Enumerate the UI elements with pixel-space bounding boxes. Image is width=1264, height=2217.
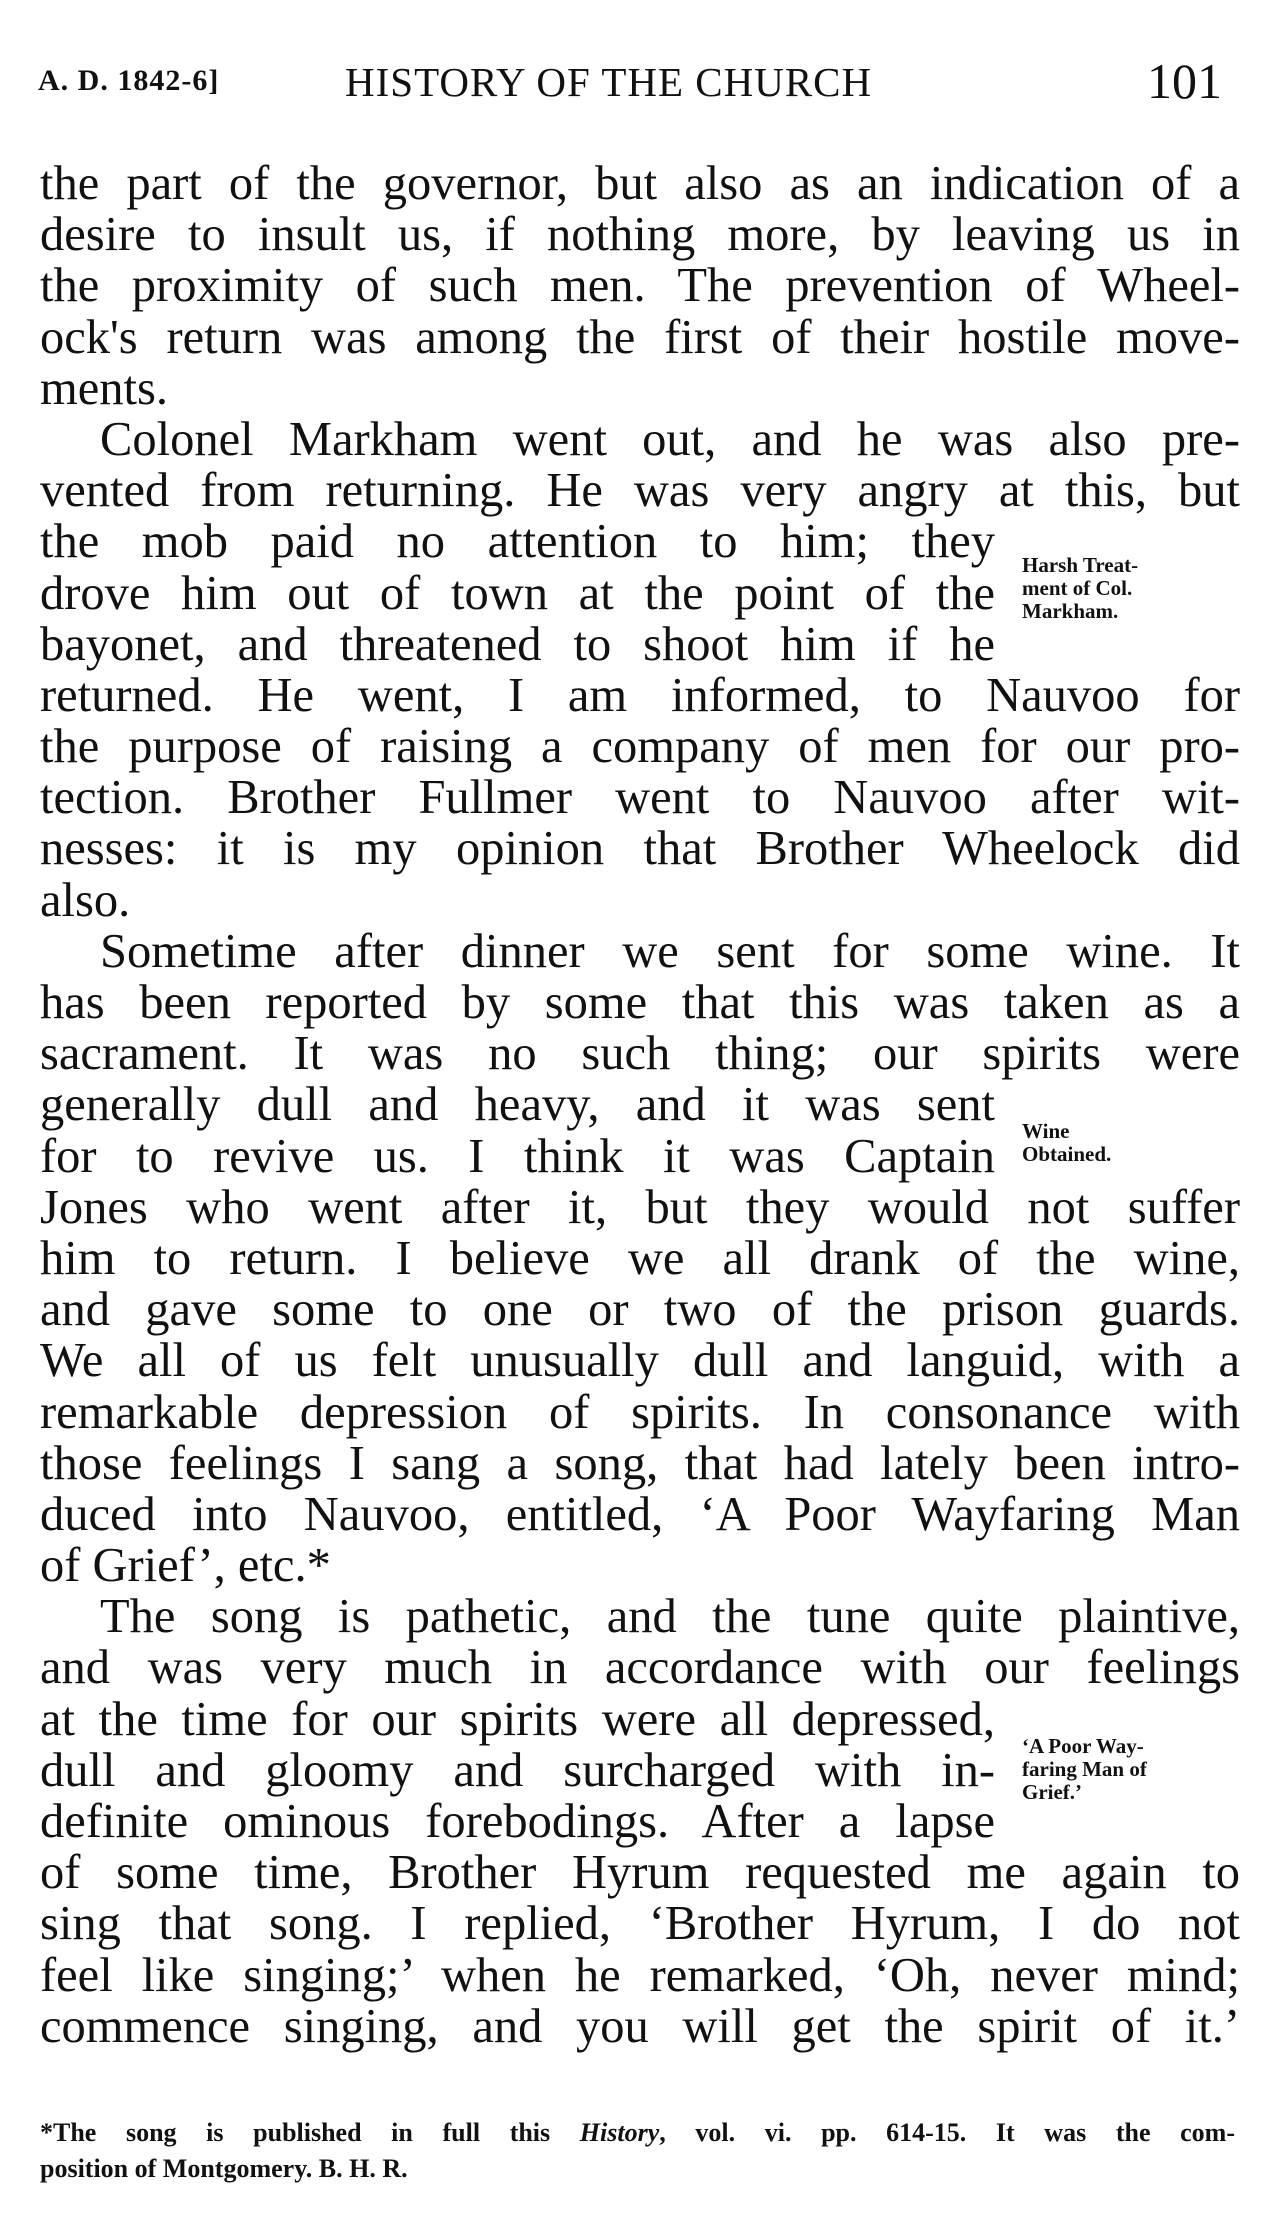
footnote-text: *The song is published in full this <box>40 2118 580 2147</box>
text-line: sacrament. It was no such thing; our spirits were <box>40 1027 1240 1081</box>
side-note-line: Harsh Treat- <box>1022 553 1139 577</box>
side-note-line: ‘A Poor Way- <box>1022 1734 1144 1758</box>
text-line: returned. He went, I am informed, to Nauvoo for <box>40 668 1240 722</box>
text-line: bayonet, and threatened to shoot him if he <box>40 617 995 671</box>
text-line: the purpose of raising a company of men for our pro- <box>40 720 1240 774</box>
text-line: those feelings I sang a song, that had lately been intro- <box>40 1436 1240 1490</box>
text-line: for to revive us. I think it was Captain <box>40 1129 995 1183</box>
text-line: has been reported by some that this was taken as a <box>40 976 1240 1029</box>
text-line: of some time, Brother Hyrum requested me again to <box>40 1846 1240 1900</box>
text-line: feel like singing;’ when he remarked, ‘Oh, never mind; <box>40 1948 1240 2002</box>
text-line: tection. Brother Fullmer went to Nauvoo after wit- <box>40 771 1240 825</box>
text-line: remarkable depression of spirits. In consonance with <box>40 1385 1240 1439</box>
text-line: of Grief’, etc.* <box>40 1539 331 1593</box>
text-line: commence singing, and you will get the spirit of it.’ <box>40 1999 1240 2053</box>
text-line: the proximity of such men. The prevention of Wheel- <box>40 259 1240 313</box>
text-line: ock's return was among the first of their hostile move- <box>40 310 1240 364</box>
footnote-line <box>40 2115 1235 2151</box>
side-note-song <box>1022 1735 1147 1804</box>
text-line: duced into Nauvoo, entitled, ‘A Poor Wayfaring Man <box>40 1487 1240 1541</box>
text-line: definite ominous forebodings. After a lapse <box>40 1795 995 1848</box>
text-line: the part of the governor, but also as an indication of a <box>40 157 1240 210</box>
page-number: 101 <box>1147 53 1222 109</box>
text-line: drove him out of town at the point of the <box>40 566 995 620</box>
side-note-line: Grief.’ <box>1022 1780 1083 1804</box>
text-line: Jones who went after it, but they would not suffer <box>40 1180 1240 1234</box>
text-line: and gave some to one or two of the prison guards. <box>40 1283 1240 1337</box>
text-line: ments. <box>40 361 168 415</box>
text-line: sing that song. I replied, ‘Brother Hyrum, I do not <box>40 1897 1240 1951</box>
side-note-line: faring Man of <box>1022 1757 1147 1781</box>
text-line: vented from returning. He was very angry at this, but <box>40 464 1240 518</box>
text-line: at the time for our spirits were all depressed, <box>40 1692 995 1746</box>
footnote-italic-title: History <box>579 2118 660 2147</box>
side-note-markham <box>1022 554 1138 623</box>
text-line: also. <box>40 873 131 927</box>
footnote <box>40 2115 1235 2187</box>
header-title: HISTORY OF THE CHURCH <box>345 59 873 105</box>
side-note-line: Markham. <box>1022 599 1119 623</box>
side-note-line: ment of Col. <box>1022 576 1133 600</box>
text-line: nesses: it is my opinion that Brother Wheelock did <box>40 822 1240 876</box>
text-line: We all of us felt unusually dull and languid, with a <box>40 1334 1240 1388</box>
text-line: Sometime after dinner we sent for some wine. It <box>100 924 1240 978</box>
footnote-text: , vol. vi. pp. 614-15. It was the com- <box>659 2118 1235 2147</box>
footnote-text: position of Montgomery. B. H. R. <box>40 2154 408 2183</box>
text-line: The song is pathetic, and the tune quite plaintive, <box>100 1590 1240 1644</box>
text-line: desire to insult us, if nothing more, by leaving us in <box>40 208 1240 262</box>
running-header <box>0 52 1264 112</box>
side-note-line: Obtained. <box>1022 1142 1112 1166</box>
side-note-line: Wine <box>1022 1119 1070 1143</box>
header-date-range: A. D. 1842-6] <box>38 64 220 97</box>
text-line: generally dull and heavy, and it was sent <box>40 1078 995 1132</box>
text-line: him to return. I believe we all drank of the wine, <box>40 1231 1240 1285</box>
text-line: dull and gloomy and surcharged with in- <box>40 1743 995 1797</box>
text-line: and was very much in accordance with our feelings <box>40 1641 1240 1695</box>
footnote-line <box>40 2151 1235 2187</box>
text-line: Colonel Markham went out, and he was also pre- <box>100 412 1240 466</box>
text-line: the mob paid no attention to him; they <box>40 515 995 569</box>
side-note-wine <box>1022 1120 1111 1166</box>
